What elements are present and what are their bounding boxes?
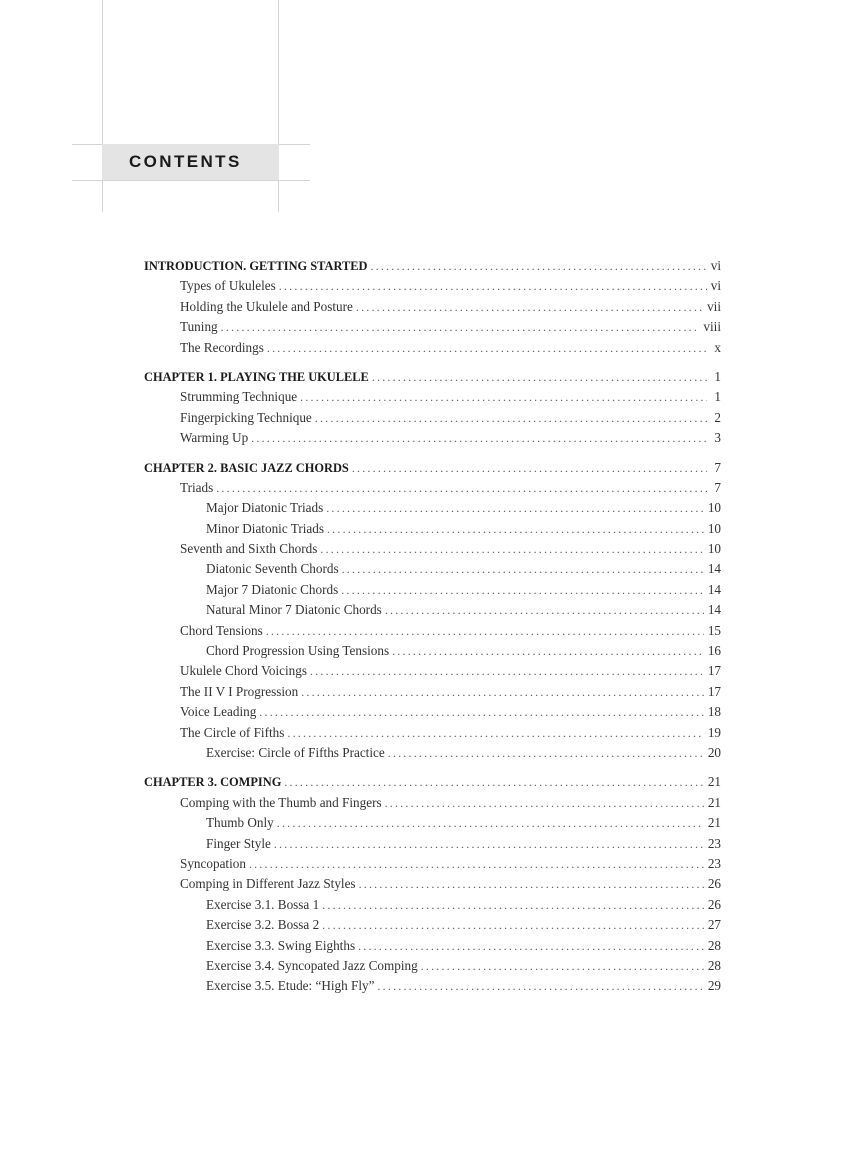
dot-leader bbox=[388, 743, 704, 763]
toc-entry[interactable] bbox=[144, 793, 721, 813]
toc-page-number: 21 bbox=[707, 794, 721, 810]
toc-section bbox=[144, 772, 721, 996]
toc-page-number: 7 bbox=[714, 459, 721, 475]
page-title: CONTENTS bbox=[129, 152, 242, 171]
toc-entry[interactable] bbox=[144, 317, 721, 337]
toc-entry-title: Strumming Technique bbox=[180, 389, 298, 405]
toc-entry[interactable] bbox=[144, 895, 721, 915]
toc-page-number: 17 bbox=[707, 683, 721, 699]
dot-leader bbox=[342, 559, 704, 579]
toc-entry[interactable] bbox=[144, 723, 721, 743]
toc-page-number: 15 bbox=[707, 622, 721, 638]
toc-entry-title: Syncopation bbox=[180, 855, 246, 871]
toc-page-number: 21 bbox=[707, 815, 721, 831]
toc-page-number: 20 bbox=[707, 744, 721, 760]
dot-leader bbox=[421, 956, 704, 976]
toc-entry-title: Minor Diatonic Triads bbox=[206, 520, 324, 536]
toc-entry[interactable] bbox=[144, 854, 721, 874]
toc-page-number: 17 bbox=[707, 663, 721, 679]
dot-leader bbox=[320, 539, 703, 559]
dot-leader bbox=[326, 498, 704, 518]
dot-leader bbox=[277, 813, 704, 833]
toc-entry-title: The Recordings bbox=[180, 339, 264, 355]
toc-entry-title: The II V I Progression bbox=[180, 683, 299, 699]
toc-entry-title: Chord Progression Using Tensions bbox=[206, 643, 390, 659]
toc-chapter-entry[interactable] bbox=[144, 458, 721, 478]
dot-leader bbox=[372, 367, 707, 387]
toc-entry-title: Fingerpicking Technique bbox=[180, 409, 312, 425]
toc-entry-title: Tuning bbox=[180, 319, 218, 335]
toc-entry[interactable] bbox=[144, 874, 721, 894]
toc-chapter-entry[interactable] bbox=[144, 367, 721, 387]
dot-leader bbox=[287, 723, 703, 743]
dot-leader bbox=[249, 854, 704, 874]
dot-leader bbox=[221, 317, 700, 337]
toc-section bbox=[144, 256, 721, 358]
toc-entry[interactable] bbox=[144, 428, 721, 448]
toc-entry[interactable] bbox=[144, 539, 721, 559]
dot-leader bbox=[310, 661, 704, 681]
dot-leader bbox=[358, 936, 704, 956]
dot-leader bbox=[251, 428, 707, 448]
toc-page-number: 27 bbox=[707, 917, 721, 933]
toc-page-number: 26 bbox=[707, 896, 721, 912]
toc-entry-title: Major Diatonic Triads bbox=[206, 500, 324, 516]
toc-entry-title: Finger Style bbox=[206, 835, 271, 851]
toc-entry[interactable] bbox=[144, 976, 721, 996]
toc-page-number: 19 bbox=[707, 724, 721, 740]
toc-entry-title: Types of Ukuleles bbox=[180, 278, 276, 294]
toc-page-number: 10 bbox=[707, 520, 721, 536]
toc-entry[interactable] bbox=[144, 743, 721, 763]
toc-page-number: 1 bbox=[714, 389, 721, 405]
toc-entry-title: Ukulele Chord Voicings bbox=[180, 663, 307, 679]
toc-page-number: 21 bbox=[707, 774, 721, 790]
dot-leader bbox=[322, 915, 704, 935]
toc-page-number: vi bbox=[710, 258, 721, 273]
dot-leader bbox=[392, 641, 704, 661]
toc-entry-title: CHAPTER 1. PLAYING THE UKULELE bbox=[144, 369, 369, 384]
toc-section bbox=[144, 458, 721, 764]
dot-leader bbox=[377, 976, 703, 996]
toc-page-number: 26 bbox=[707, 876, 721, 892]
dot-leader bbox=[301, 682, 704, 702]
toc-entry-title: Natural Minor 7 Diatonic Chords bbox=[206, 602, 382, 618]
toc-entry[interactable] bbox=[144, 621, 721, 641]
toc-entry[interactable] bbox=[144, 387, 721, 407]
toc-page-number: 7 bbox=[714, 479, 721, 495]
toc-page-number: 29 bbox=[707, 978, 721, 994]
dot-leader bbox=[356, 297, 703, 317]
dot-leader bbox=[341, 580, 704, 600]
toc-chapter-entry[interactable] bbox=[144, 772, 721, 792]
toc-entry-title: INTRODUCTION. GETTING STARTED bbox=[144, 259, 368, 273]
toc-entry-title: Exercise 3.5. Etude: “High Fly” bbox=[206, 978, 375, 994]
toc-entry-title: CHAPTER 2. BASIC JAZZ CHORDS bbox=[144, 460, 349, 475]
toc-entry[interactable] bbox=[144, 702, 721, 722]
toc-page-number: 14 bbox=[707, 581, 721, 597]
toc-entry-title: Chord Tensions bbox=[180, 622, 263, 638]
toc-page-number: 2 bbox=[714, 409, 721, 425]
toc-entry[interactable] bbox=[144, 580, 721, 600]
dot-leader bbox=[267, 338, 707, 358]
dot-leader bbox=[315, 408, 707, 428]
toc-entry[interactable] bbox=[144, 834, 721, 854]
toc-entry-title: Exercise 3.4. Syncopated Jazz Comping bbox=[206, 957, 418, 973]
toc-page-number: vi bbox=[710, 278, 721, 294]
toc-entry[interactable] bbox=[144, 956, 721, 976]
toc-entry[interactable] bbox=[144, 661, 721, 681]
dot-leader bbox=[274, 834, 704, 854]
toc-entry[interactable] bbox=[144, 600, 721, 620]
toc-entry[interactable] bbox=[144, 408, 721, 428]
toc-page-number: 1 bbox=[714, 368, 721, 384]
table-of-contents bbox=[144, 256, 721, 1006]
toc-entry[interactable] bbox=[144, 682, 721, 702]
toc-page-number: 14 bbox=[707, 602, 721, 618]
toc-section bbox=[144, 367, 721, 449]
toc-entry[interactable] bbox=[144, 338, 721, 358]
toc-entry-title: Thumb Only bbox=[206, 815, 274, 831]
toc-entry-title: Seventh and Sixth Chords bbox=[180, 541, 318, 557]
toc-entry[interactable] bbox=[144, 478, 721, 498]
toc-entry-title: Major 7 Diatonic Chords bbox=[206, 581, 339, 597]
dot-leader bbox=[322, 895, 704, 915]
dot-leader bbox=[266, 621, 704, 641]
toc-page-number: 14 bbox=[707, 561, 721, 577]
toc-page-number: 23 bbox=[707, 835, 721, 851]
toc-entry[interactable] bbox=[144, 297, 721, 317]
toc-entry-title: The Circle of Fifths bbox=[180, 724, 285, 740]
toc-entry-title: Holding the Ukulele and Posture bbox=[180, 298, 353, 314]
toc-page-number: 10 bbox=[707, 500, 721, 516]
toc-entry[interactable] bbox=[144, 641, 721, 661]
toc-page-number: 18 bbox=[707, 704, 721, 720]
toc-entry[interactable] bbox=[144, 936, 721, 956]
toc-page-number: 16 bbox=[707, 643, 721, 659]
toc-page-number: 28 bbox=[707, 937, 721, 953]
guide-line-bottom bbox=[72, 180, 310, 181]
toc-entry[interactable] bbox=[144, 559, 721, 579]
toc-chapter-entry[interactable] bbox=[144, 256, 721, 276]
dot-leader bbox=[284, 772, 703, 792]
toc-entry[interactable] bbox=[144, 498, 721, 518]
toc-entry-title: Exercise 3.3. Swing Eighths bbox=[206, 937, 356, 953]
toc-page-number: 10 bbox=[707, 541, 721, 557]
toc-page-number: 23 bbox=[707, 855, 721, 871]
toc-entry[interactable] bbox=[144, 915, 721, 935]
toc-entry-title: Exercise 3.1. Bossa 1 bbox=[206, 896, 320, 912]
toc-entry[interactable] bbox=[144, 519, 721, 539]
toc-entry-title: Exercise 3.2. Bossa 2 bbox=[206, 917, 320, 933]
toc-entry-title: Comping in Different Jazz Styles bbox=[180, 876, 356, 892]
dot-leader bbox=[359, 874, 704, 894]
toc-page-number: x bbox=[714, 339, 721, 355]
toc-page-number: 3 bbox=[714, 430, 721, 446]
dot-leader bbox=[385, 793, 704, 813]
dot-leader bbox=[259, 702, 704, 722]
toc-entry-title: Diatonic Seventh Chords bbox=[206, 561, 339, 577]
dot-leader bbox=[216, 478, 707, 498]
dot-leader bbox=[385, 600, 704, 620]
toc-entry-title: Comping with the Thumb and Fingers bbox=[180, 794, 382, 810]
dot-leader bbox=[279, 276, 707, 296]
toc-page-number: 28 bbox=[707, 957, 721, 973]
dot-leader bbox=[370, 256, 706, 276]
toc-entry-title: Exercise: Circle of Fifths Practice bbox=[206, 744, 385, 760]
toc-entry-title: Voice Leading bbox=[180, 704, 257, 720]
toc-entry-title: Warming Up bbox=[180, 430, 249, 446]
toc-entry-title: Triads bbox=[180, 479, 214, 495]
toc-page-number: viii bbox=[703, 319, 721, 335]
toc-entry[interactable] bbox=[144, 276, 721, 296]
toc-entry[interactable] bbox=[144, 813, 721, 833]
toc-entry-title: CHAPTER 3. COMPING bbox=[144, 775, 282, 790]
dot-leader bbox=[352, 458, 707, 478]
toc-page-number: vii bbox=[707, 298, 721, 314]
dot-leader bbox=[327, 519, 704, 539]
dot-leader bbox=[300, 387, 707, 407]
